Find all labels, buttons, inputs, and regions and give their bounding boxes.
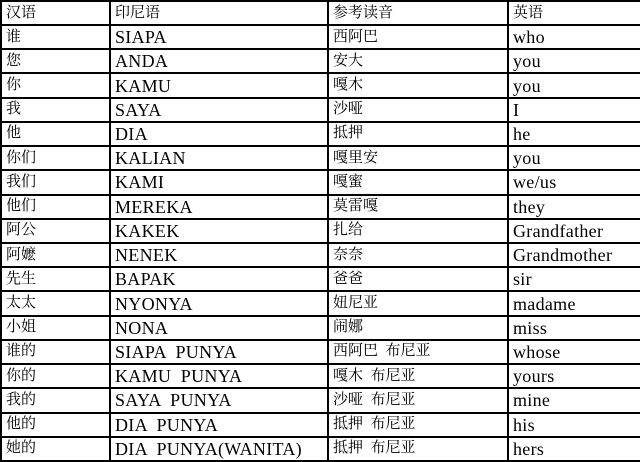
table-row <box>1 25 640 49</box>
table-cell: 嘎蜜 <box>328 170 508 194</box>
table-cell: 他们 <box>1 195 110 219</box>
table-row <box>1 364 640 388</box>
table-cell: BAPAK <box>110 267 328 291</box>
table-cell: 爸爸 <box>328 267 508 291</box>
table-cell: they <box>508 195 640 219</box>
table-cell: 莫雷嘎 <box>328 195 508 219</box>
table-row <box>1 267 640 291</box>
table-cell: 你的 <box>1 364 110 388</box>
table-cell: 我 <box>1 98 110 122</box>
table-cell: you <box>508 73 640 97</box>
table-cell: 太太 <box>1 291 110 315</box>
header-row <box>1 1 640 25</box>
table-cell: I <box>508 98 640 122</box>
table-cell: yours <box>508 364 640 388</box>
table-cell: 嘎木 <box>328 73 508 97</box>
table-cell: miss <box>508 316 640 340</box>
table-row <box>1 146 640 170</box>
table-cell: whose <box>508 340 640 364</box>
table-row <box>1 316 640 340</box>
table-row <box>1 98 640 122</box>
table-cell: NONA <box>110 316 328 340</box>
table-cell: he <box>508 122 640 146</box>
table-cell: 抵押 布尼亚 <box>328 437 508 461</box>
table-cell: 奈奈 <box>328 243 508 267</box>
table-cell: hers <box>508 437 640 461</box>
table-cell: you <box>508 146 640 170</box>
table-cell: DIA <box>110 122 328 146</box>
table-cell: KAMU PUNYA <box>110 364 328 388</box>
table-cell: 您 <box>1 49 110 73</box>
table-cell: 你 <box>1 73 110 97</box>
table-cell: SIAPA PUNYA <box>110 340 328 364</box>
table-cell: 谁的 <box>1 340 110 364</box>
table-row <box>1 219 640 243</box>
table-cell: DIA PUNYA(WANITA) <box>110 437 328 461</box>
table-row <box>1 388 640 412</box>
table-cell: 她的 <box>1 437 110 461</box>
table-row <box>1 170 640 194</box>
table-cell: KAKEK <box>110 219 328 243</box>
table-cell: Grandmother <box>508 243 640 267</box>
table-cell: 沙哑 <box>328 98 508 122</box>
table-cell: Grandfather <box>508 219 640 243</box>
table-cell: 抵押 布尼亚 <box>328 413 508 437</box>
table-cell: madame <box>508 291 640 315</box>
table-cell: 西阿巴 <box>328 25 508 49</box>
table-cell: you <box>508 49 640 73</box>
table-row <box>1 122 640 146</box>
column-header: 印尼语 <box>110 1 328 25</box>
table-cell: we/us <box>508 170 640 194</box>
table-cell: DIA PUNYA <box>110 413 328 437</box>
table-cell: 他的 <box>1 413 110 437</box>
table-cell: 阿公 <box>1 219 110 243</box>
table-cell: MEREKA <box>110 195 328 219</box>
table-row <box>1 243 640 267</box>
table-cell: KAMI <box>110 170 328 194</box>
table-cell: 先生 <box>1 267 110 291</box>
table-row <box>1 437 640 461</box>
table-cell: ANDA <box>110 49 328 73</box>
table-cell: 嘎木 布尼亚 <box>328 364 508 388</box>
table-cell: SIAPA <box>110 25 328 49</box>
table-cell: 安大 <box>328 49 508 73</box>
table-cell: SAYA PUNYA <box>110 388 328 412</box>
table-cell: 抵押 <box>328 122 508 146</box>
table-cell: 他 <box>1 122 110 146</box>
column-header: 参考读音 <box>328 1 508 25</box>
table-cell: 嘎里安 <box>328 146 508 170</box>
table-cell: KAMU <box>110 73 328 97</box>
table-cell: KALIAN <box>110 146 328 170</box>
table-cell: 闹娜 <box>328 316 508 340</box>
table-cell: sir <box>508 267 640 291</box>
table-cell: 我们 <box>1 170 110 194</box>
table-cell: NENEK <box>110 243 328 267</box>
column-header: 英语 <box>508 1 640 25</box>
table-row <box>1 413 640 437</box>
table-row <box>1 73 640 97</box>
table-cell: 妞尼亚 <box>328 291 508 315</box>
table-cell: 谁 <box>1 25 110 49</box>
table-header <box>1 1 640 25</box>
table-body <box>1 25 640 461</box>
table-cell: 你们 <box>1 146 110 170</box>
table-row <box>1 49 640 73</box>
table-cell: 西阿巴 布尼亚 <box>328 340 508 364</box>
table-cell: his <box>508 413 640 437</box>
table-cell: 阿嬷 <box>1 243 110 267</box>
column-header: 汉语 <box>1 1 110 25</box>
table-cell: SAYA <box>110 98 328 122</box>
table-row <box>1 195 640 219</box>
table-cell: NYONYA <box>110 291 328 315</box>
table-cell: 扎给 <box>328 219 508 243</box>
table-cell: who <box>508 25 640 49</box>
table-row <box>1 291 640 315</box>
table-cell: 小姐 <box>1 316 110 340</box>
table-cell: 我的 <box>1 388 110 412</box>
table-cell: mine <box>508 388 640 412</box>
table-cell: 沙哑 布尼亚 <box>328 388 508 412</box>
table-row <box>1 340 640 364</box>
